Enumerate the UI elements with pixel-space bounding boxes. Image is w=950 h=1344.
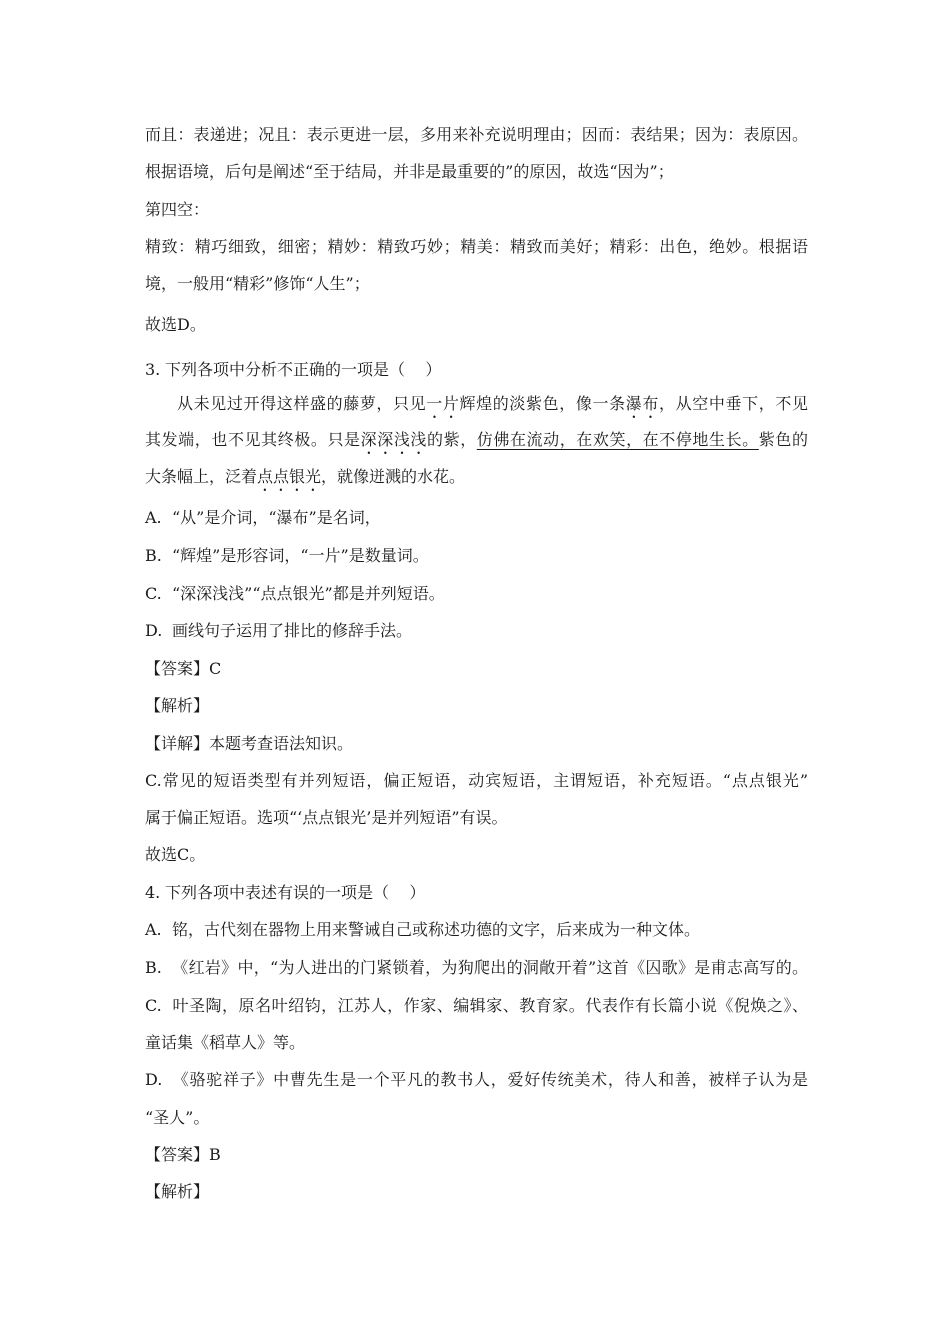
explanation-line: C.常见的短语类型有并列短语，偏正短语，动宾短语，主谓短语，补充短语。“点点银光” bbox=[145, 771, 808, 790]
question-number: 3. bbox=[145, 360, 161, 379]
option-label: C. bbox=[145, 584, 162, 603]
passage-text: 的紫， bbox=[427, 430, 477, 449]
passage-text: 辉煌的淡紫色，像一条 bbox=[459, 394, 626, 413]
option-text: “辉煌”是形容词，“一片”是数量词。 bbox=[172, 546, 429, 565]
option-label: D. bbox=[145, 1070, 163, 1089]
passage-line bbox=[145, 467, 808, 489]
option-text: 叶圣陶，原名叶绍钧，江苏人，作家、编辑家、教育家。代表作有长篇小说《倪焕之》、 bbox=[172, 996, 808, 1015]
passage-text: 其发端，也不见其终极。只是 bbox=[145, 430, 361, 449]
option-a bbox=[145, 920, 808, 942]
passage-text: 大条幅上，泛着 bbox=[145, 467, 258, 486]
option-text: “深深浅浅”“点点银光”都是并列短语。 bbox=[172, 584, 445, 603]
underlined-sentence: 仿佛在流动，在欢笑，在不停地生长。 bbox=[476, 430, 759, 449]
detail-line: 【详解】本题考查语法知识。 bbox=[145, 734, 354, 753]
question-text: 下列各项中表述有误的一项是（ ） bbox=[165, 883, 426, 902]
option-d-continuation: “圣人”。 bbox=[145, 1108, 210, 1127]
option-label: B. bbox=[145, 546, 162, 565]
question-stem bbox=[145, 360, 808, 382]
answer-value: C bbox=[209, 659, 222, 678]
option-text: 铭，古代刻在器物上用来警诫自己或称述功德的文字，后来成为一种文体。 bbox=[172, 920, 701, 939]
answer bbox=[145, 1145, 808, 1167]
explanation-line: 而且：表递进；况且：表示更进一层，多用来补充说明理由；因而：表结果；因为：表原因。 bbox=[145, 125, 808, 144]
emphasized-word: 深深浅浅 bbox=[360, 430, 428, 449]
option-text: “从”是介词，“瀑布”是名词， bbox=[172, 508, 381, 527]
passage-line bbox=[145, 394, 808, 416]
passage-line bbox=[145, 430, 808, 452]
analysis-label: 【解析】 bbox=[145, 696, 210, 715]
explanation-line: 根据语境，后句是阐述“至于结局，并非是最重要的”的原因，故选“因为”； bbox=[145, 162, 674, 181]
option-label: D. bbox=[145, 621, 163, 640]
option-c bbox=[145, 584, 808, 606]
option-label: A. bbox=[145, 508, 162, 527]
explanation-line: 境，一般用“精彩”修饰“人生”； bbox=[145, 274, 370, 293]
option-a bbox=[145, 508, 808, 530]
option-c-continuation: 童话集《稻草人》等。 bbox=[145, 1033, 306, 1052]
emphasized-word: 一片 bbox=[426, 394, 460, 413]
option-label: B. bbox=[145, 958, 162, 977]
emphasized-word: 瀑布 bbox=[625, 394, 659, 413]
question-stem bbox=[145, 883, 808, 905]
passage-text: 从未见过开得这样盛的藤萝，只见 bbox=[177, 394, 427, 413]
passage-text: 紫色的 bbox=[758, 430, 808, 449]
answer-label: 【答案】 bbox=[145, 1145, 210, 1164]
analysis-label: 【解析】 bbox=[145, 1182, 210, 1201]
option-label: A. bbox=[145, 920, 162, 939]
option-b bbox=[145, 958, 808, 980]
answer-label: 【答案】 bbox=[145, 659, 210, 678]
fourth-blank-heading: 第四空： bbox=[145, 200, 210, 219]
question-number: 4. bbox=[145, 883, 161, 902]
explanation-line: 属于偏正短语。选项“‘点点银光’是并列短语”有误。 bbox=[145, 808, 508, 827]
passage-text: ，就像迸溅的水花。 bbox=[321, 467, 466, 486]
option-label: C. bbox=[145, 996, 162, 1015]
answer-value: B bbox=[209, 1145, 221, 1164]
option-text: 《骆驼祥子》中曹先生是一个平凡的教书人，爱好传统美术，待人和善，被样子认为是 bbox=[172, 1070, 808, 1089]
option-c bbox=[145, 996, 808, 1018]
emphasized-word: 点点银光 bbox=[257, 467, 322, 486]
question-text: 下列各项中分析不正确的一项是（ ） bbox=[165, 360, 442, 379]
conclusion: 故选D。 bbox=[145, 315, 206, 334]
option-d bbox=[145, 1070, 808, 1092]
explanation-line: 精致：精巧细致，细密；精妙：精致巧妙；精美：精致而美好；精彩：出色，绝妙。根据语 bbox=[145, 237, 808, 256]
passage-text: ，从空中垂下，不见 bbox=[659, 394, 808, 413]
option-text: 《红岩》中，“为人进出的门紧锁着，为狗爬出的洞敞开着”这首《囚歌》是甫志高写的。 bbox=[172, 958, 808, 977]
answer bbox=[145, 659, 808, 681]
option-b bbox=[145, 546, 808, 568]
option-text: 画线句子运用了排比的修辞手法。 bbox=[172, 621, 413, 640]
conclusion: 故选C。 bbox=[145, 845, 206, 864]
option-d bbox=[145, 621, 808, 643]
